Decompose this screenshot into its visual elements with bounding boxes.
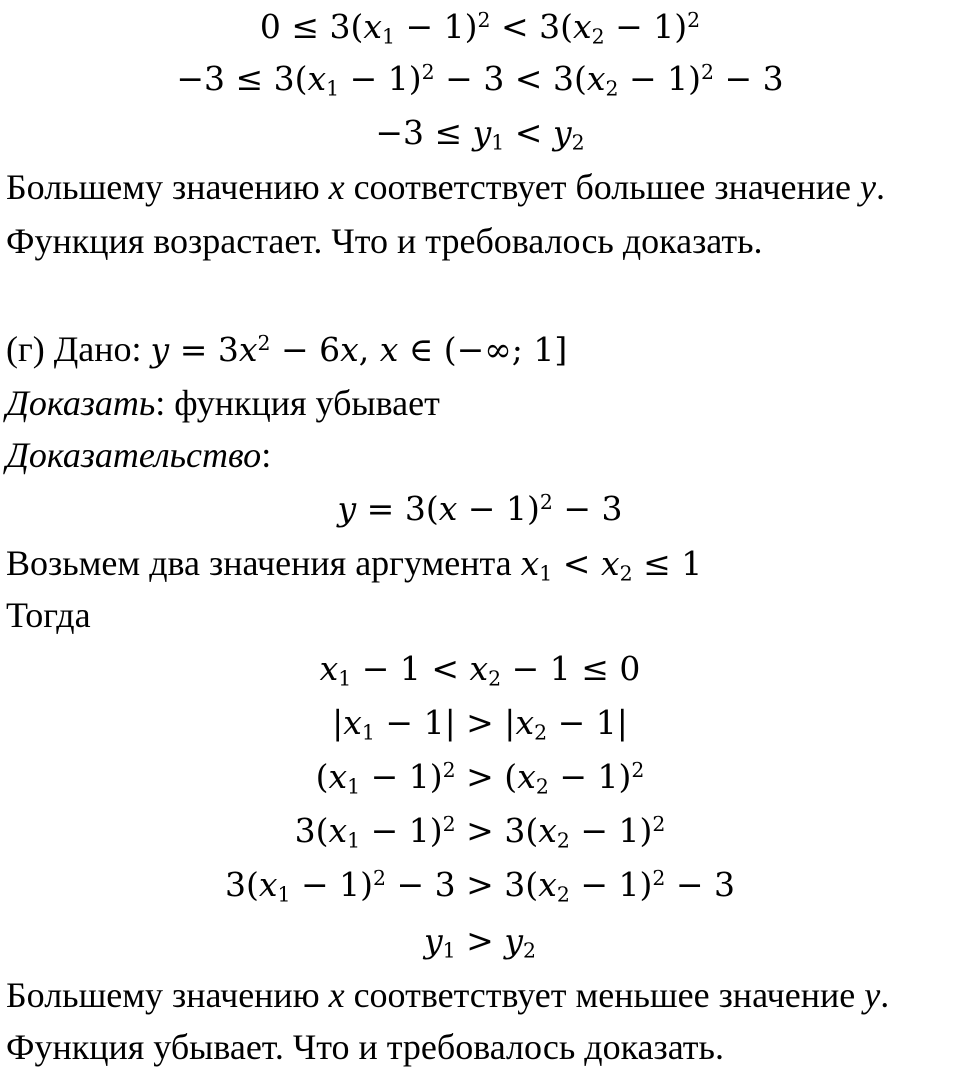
conclusion-line-1: Большему значению x соответствует большее значение y. (6, 167, 885, 207)
inequality-line-3: $-3 \le y_1 < y_2$ (375, 113, 585, 155)
proof-step-6: $y_1 > y_2$ (424, 921, 536, 963)
prove-line: Доказать: функция убывает (6, 383, 440, 423)
proof-heading: Доказательство: (6, 435, 272, 475)
inequality-line-1: $0 \le 3(x_1 - 1)^2 < 3(x_2 - 1)^2$ (259, 7, 701, 49)
proof-step-4: $3(x_1 - 1)^2 > 3(x_2 - 1)^2$ (294, 811, 666, 853)
arguments-line: Возьмем два значения аргумента $x_1 < x_2 \le 1$ (6, 543, 703, 586)
final-conclusion-1: Большему значению x соответствует меньшее значение y. (6, 975, 890, 1015)
proof-step-5: $3(x_1 - 1)^2 - 3 > 3(x_2 - 1)^2 - 3$ (225, 865, 735, 907)
function-transform: $y = 3(x - 1)^2 - 3$ (337, 489, 623, 528)
final-conclusion-2: Функция убывает. Что и требовалось доказать. (6, 1027, 724, 1067)
then-line: Тогда (6, 595, 91, 635)
proof-step-3: $(x_1 - 1)^2 > (x_2 - 1)^2$ (315, 757, 645, 799)
given-line: (г) Дано: $y = 3x^2 - 6x$, x ∈ (−∞; 1] (6, 329, 568, 369)
inequality-line-2: $-3 \le 3(x_1 - 1)^2 - 3 < 3(x_2 - 1)^2 - 3$ (176, 59, 784, 101)
conclusion-line-2: Функция возрастает. Что и требовалось доказать. (6, 221, 763, 261)
proof-step-2: $|x_1 - 1| > |x_2 - 1|$ (332, 703, 628, 745)
proof-step-1: $x_1 - 1 < x_2 - 1 \le 0$ (319, 649, 641, 691)
